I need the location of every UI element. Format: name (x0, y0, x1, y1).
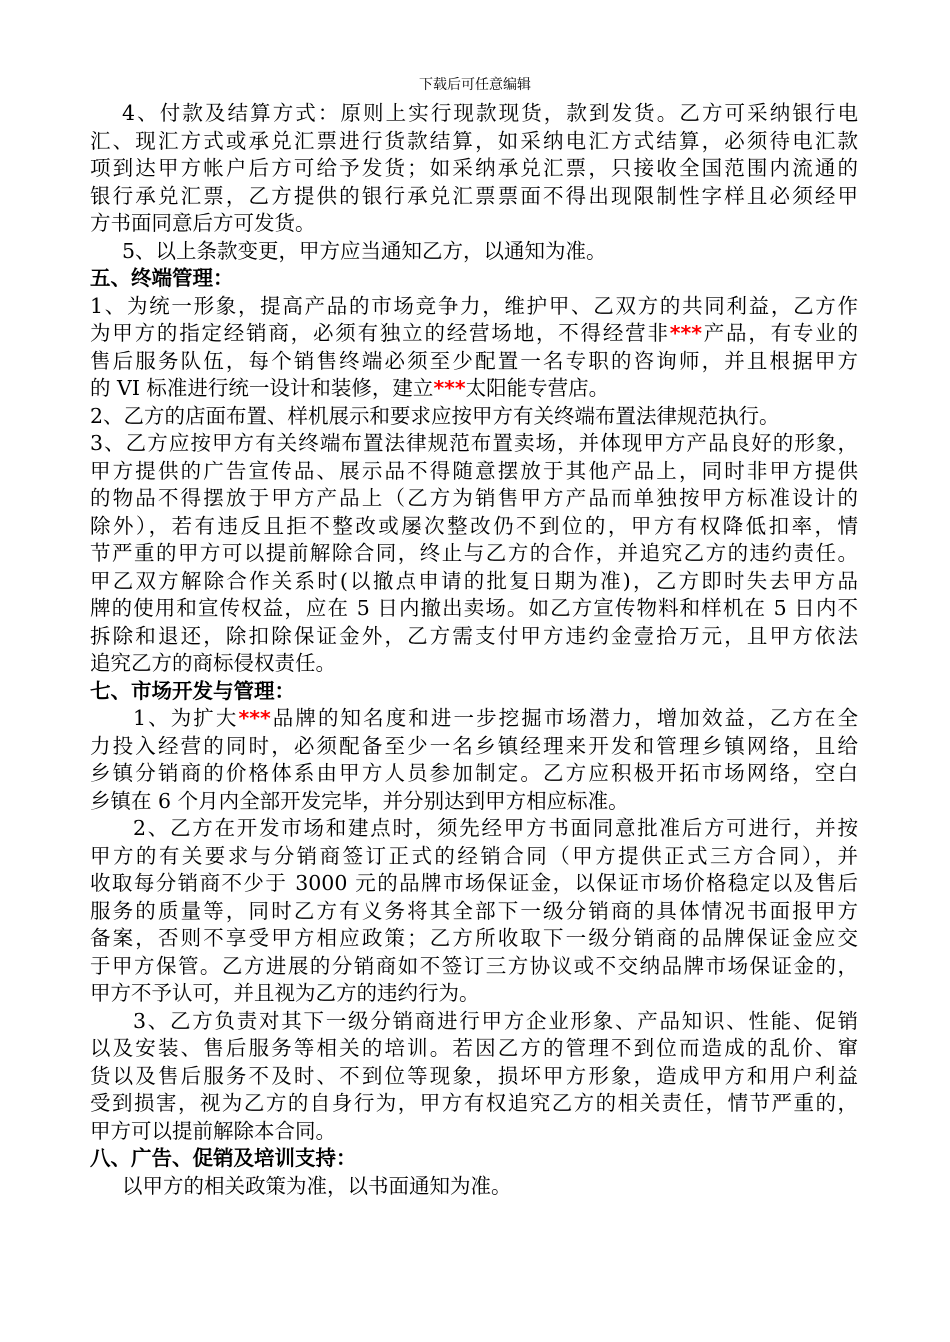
support-body: 以甲方的相关政策为准，以书面通知为准。 (122, 1173, 512, 1198)
terminal-item-1-line2 (90, 320, 858, 348)
market-item-3-line2: 以及安装、售后服务等相关的培训。若因乙方的管理不到位而造成的乱价、窜 (90, 1036, 858, 1060)
terminal-item-2: 2、乙方的店面布置、样机展示和要求应按甲方有关终端布置法律规范执行。 (90, 403, 780, 428)
payment-item-5: 5、以上条款变更，甲方应当通知乙方，以通知为准。 (122, 238, 607, 263)
terminal-item-1-line1: 1、为统一形象，提高产品的市场竞争力，维护甲、乙双方的共同利益，乙方作 (90, 293, 858, 318)
market-item-1-line3: 乡镇分销商的价格体系由甲方人员参加制定。乙方应积极开拓市场网络，空白 (90, 761, 858, 785)
market-item-2-line5: 备案，否则不享受甲方相应政策；乙方所收取下一级分销商的品牌保证金应交 (90, 926, 858, 950)
text-span: 1、为扩大 (133, 706, 239, 730)
market-item-3-line3: 货以及售后服务不及时、不到位等现象，损坏甲方形象，造成甲方和用户利益 (90, 1063, 858, 1088)
terminal-item-3-line4: 除外），若有违反且拒不整改或屡次整改仍不到位的，甲方有权降低扣率，情 (90, 513, 858, 538)
market-item-3-line5: 甲方可以提前解除本合同。 (90, 1118, 336, 1143)
brand-placeholder: *** (238, 706, 271, 730)
payment-item-4-line1: 4、付款及结算方式：原则上实行现款现货，款到发货。乙方可采纳银行电 (122, 101, 858, 125)
section-7-heading: 七、市场开发与管理： (90, 678, 295, 703)
payment-item-4-line3: 项到达甲方帐户后方可给予发货；如采纳承兑汇票，只接收全国范围内流通的 (90, 156, 858, 180)
terminal-item-3-line8: 拆除和退还，除扣除保证金外，乙方需支付甲方违约金壹拾万元，且甲方依法 (90, 623, 858, 648)
payment-item-4-line5: 方书面同意后方可发货。 (90, 211, 316, 235)
contract-body (90, 100, 858, 1200)
market-item-2-line4: 服务的质量等，同时乙方有义务将其全部下一级分销商的具体情况书面报甲方 (90, 898, 858, 923)
market-item-2-line3: 收取每分销商不少于 3000 元的品牌市场保证金，以保证市场价格稳定以及售后 (90, 871, 858, 895)
terminal-item-3-line6: 甲乙双方解除合作关系时(以撤点申请的批复日期为准)，乙方即时失去甲方品 (90, 568, 858, 593)
terminal-item-1-line3: 售后服务队伍，每个销售终端必须至少配置一名专职的咨询师，并且根据甲方 (90, 348, 858, 373)
market-item-1-line2: 力投入经营的同时，必须配备至少一名乡镇经理来开发和管理乡镇网络，且给 (90, 733, 858, 758)
terminal-item-3-line5: 节严重的甲方可以提前解除合同，终止与乙方的合作，并追究乙方的违约责任。 (90, 541, 858, 565)
text-span: 太阳能专营店。 (465, 376, 610, 400)
text-span: 产品，有专业的 (701, 321, 859, 345)
market-item-2-line6: 于甲方保管。乙方进展的分销商如不签订三方协议或不交纳品牌市场保证金的， (90, 953, 858, 978)
section-8-heading: 八、广告、促销及培训支持： (90, 1146, 357, 1170)
text-span: 的 VI 标准进行统一设计和装修，建立 (90, 376, 434, 400)
terminal-item-3-line9: 追究乙方的商标侵权责任。 (90, 651, 336, 675)
market-item-2-line7: 甲方不予认可，并且视为乙方的违约行为。 (90, 981, 480, 1005)
terminal-item-3-line7: 牌的使用和宣传权益，应在 5 日内撤出卖场。如乙方宣传物料和样机在 5 日内不 (90, 596, 858, 620)
terminal-item-3-line1: 3、乙方应按甲方有关终端布置法律规范布置卖场，并体现甲方产品良好的形象， (90, 431, 858, 455)
market-item-1-line4: 乡镇在 6 个月内全部开发完毕，并分别达到甲方相应标准。 (90, 788, 629, 813)
text-span: 品牌的知名度和进一步挖掘市场潜力，增加效益，乙方在全 (270, 706, 859, 730)
terminal-item-3-line2: 甲方提供的广告宣传品、展示品不得随意摆放于其他产品上，同时非甲方提供 (90, 458, 858, 483)
market-item-3-line1: 3、乙方负责对其下一级分销商进行甲方企业形象、产品知识、性能、促销 (133, 1008, 858, 1033)
brand-placeholder: *** (433, 376, 466, 400)
brand-placeholder: *** (669, 321, 702, 345)
market-item-1-line1 (90, 705, 858, 733)
text-span: 为甲方的指定经销商，必须有独立的经营场地，不得经营非 (90, 321, 670, 345)
payment-item-4-line4: 银行承兑汇票，乙方提供的银行承兑汇票票面不得出现限制性字样且必须经甲 (90, 183, 858, 208)
terminal-item-3-line3: 的物品不得摆放于甲方产品上（乙方为销售甲方产品而单独按甲方标准设计的 (90, 486, 858, 510)
page-header: 下载后可任意编辑 (419, 77, 531, 93)
market-item-2-line2: 甲方的有关要求与分销商签订正式的经销合同（甲方提供正式三方合同），并 (90, 843, 858, 868)
terminal-item-1-line4 (90, 375, 858, 403)
market-item-3-line4: 受到损害，视为乙方的自身行为，甲方有权追究乙方的相关责任，情节严重的， (90, 1091, 858, 1115)
market-item-2-line1: 2、乙方在开发市场和建点时，须先经甲方书面同意批准后方可进行，并按 (133, 816, 858, 840)
section-5-heading: 五、终端管理： (90, 266, 234, 290)
payment-item-4-line2: 汇、现汇方式或承兑汇票进行货款结算，如采纳电汇方式结算，必须待电汇款 (90, 128, 858, 153)
